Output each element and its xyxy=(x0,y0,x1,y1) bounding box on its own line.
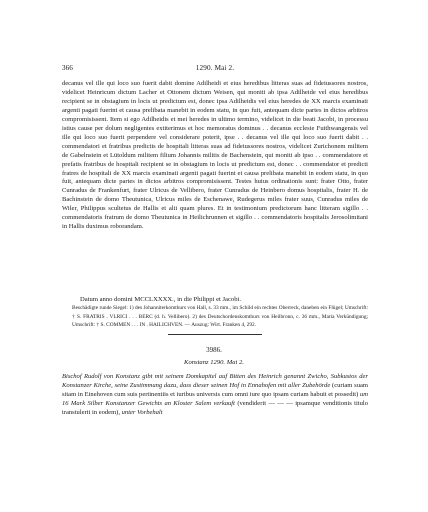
document-number: 3986. xyxy=(206,346,222,354)
page-header xyxy=(62,64,368,73)
page-number: 366 xyxy=(62,64,73,72)
datum-line: Datum anno domini MCCLXXXX., in die Philippi et Jacobi. xyxy=(80,296,241,303)
charter-paragraph: decanus vel ille qui loco suo fuerit dabit domine Adilheidi et eius heredibus litteras suas ad fideiussores nostros, videlicet Heinricum dictum Lacher et Ottonem dictum Weisen, qui moniti ab ipsa Adilheide vel eius heredibus recipient se in obstagium in locis ut predictum est, donec ipsa Adilheidis vel eius heredes de XX marcis examinati argenti pagati fuerint et causa prelibata manebit in eodem statu, in quo fuit, antequam dicte partes in dictos arbitros compromisissent. Item si ego Adilheidis et mei heredes in ultimo termino, videlicet in die beati Jacobi, in processu istius cause per dolum negligentes extiterimus et hoc memoratus dominus . . decanus ecclesie Fuithwangensis vel ille qui loco suo fuerit perpendere vel considerare poterit, ipse . . decanus vel ille qui loco suo fuerit dabit . . commendatori et fratribus predictis de hospitali litteras suas ad fideiussores nostros, videlicet Zurichonem militem de Gabelnstein et Lütoldum militem filium Johannis militis de Bachenstein, qui moniti ab ipso . . commendatore et prefatis fratribus de hospitali recipient se in obstagium in locis ut predictum est, donec . . commendator et predicti fratres de hospitali de XX marcis examinati argenti pagati fuerint et causa prelibata manebit in eodem statu, in quo fuit, antequam dicte partes in dictos arbitros compromisissent. Testes huius ordinationis sunt: frater Otto, frater Cunradus de Frankenfurt, frater Ulricus de Vellibero, frater Cunradus de Heinbero domus hospitalis, frater H. de Bachinstein de domo Theutunica, Ulricus miles de Eschenawe, Rudegerus miles frater suus, Cunradus miles de Wiler, Philippus scultetus de Hallis et alii quam plures. Et in testimonium predictorum hanc litteram sigillo . . commendatoris fratrum de domo Theutunica in Heilichrunnen et sigillo . . commendatoris hospitalis Jerosolimitani in Hallis duximus roborandam. xyxy=(62,80,368,231)
regest-italic-1: Bischof Rudolf von Konstanz gibt mit seinem Domkapitel auf Bitten des Heinrich genannt Zwicho, Subkustos der Konstanzer Kirche, seine Zustimmung dazu, dass dieser seinen Hof in Ennahofen mit aller Zubehörde xyxy=(62,373,368,389)
regest-text xyxy=(62,373,368,418)
section-divider xyxy=(168,334,262,335)
regest-italic-3: unter Vorbehalt xyxy=(121,408,163,416)
regest-italic-2: um 16 Mark Silber Konstanzer Gewichts an Kloster Salem verkauft xyxy=(62,390,368,407)
seal-notes: Beschädigte runde Siegel: 1) des Johanniterkomthurs von Hall, s. 33 mm., im Schild ein rechtes Oberreck, daneben ein Flügel; Umschrift: † S. FRATRIS . VLRICI . . . BERC (d. h. Vellibero). 2) des Deutschordenskomthurs von Heilbronn, c. 36 mm., Maria Verkündigung; Umschrift: † S. COMMEN . . . IN . HAILICHVEN. — Auszug: Wirt. Franken 4, 292. xyxy=(72,305,368,329)
running-title: 1290. Mai 2. xyxy=(195,64,235,72)
regest-roman-1: (curiam suam sitam in Einehoven cum suis pertinentiis et iuribus universis cum omni iure quo ipsam curiam habuit et possedit) xyxy=(62,381,368,398)
regest-roman-2: (vendiderit — — — ipsamque venditionis titulo transtulerit in eodem), xyxy=(62,399,368,416)
charter-text xyxy=(62,80,368,232)
document-dateline: Konstanz 1290. Mai 2. xyxy=(184,359,244,366)
